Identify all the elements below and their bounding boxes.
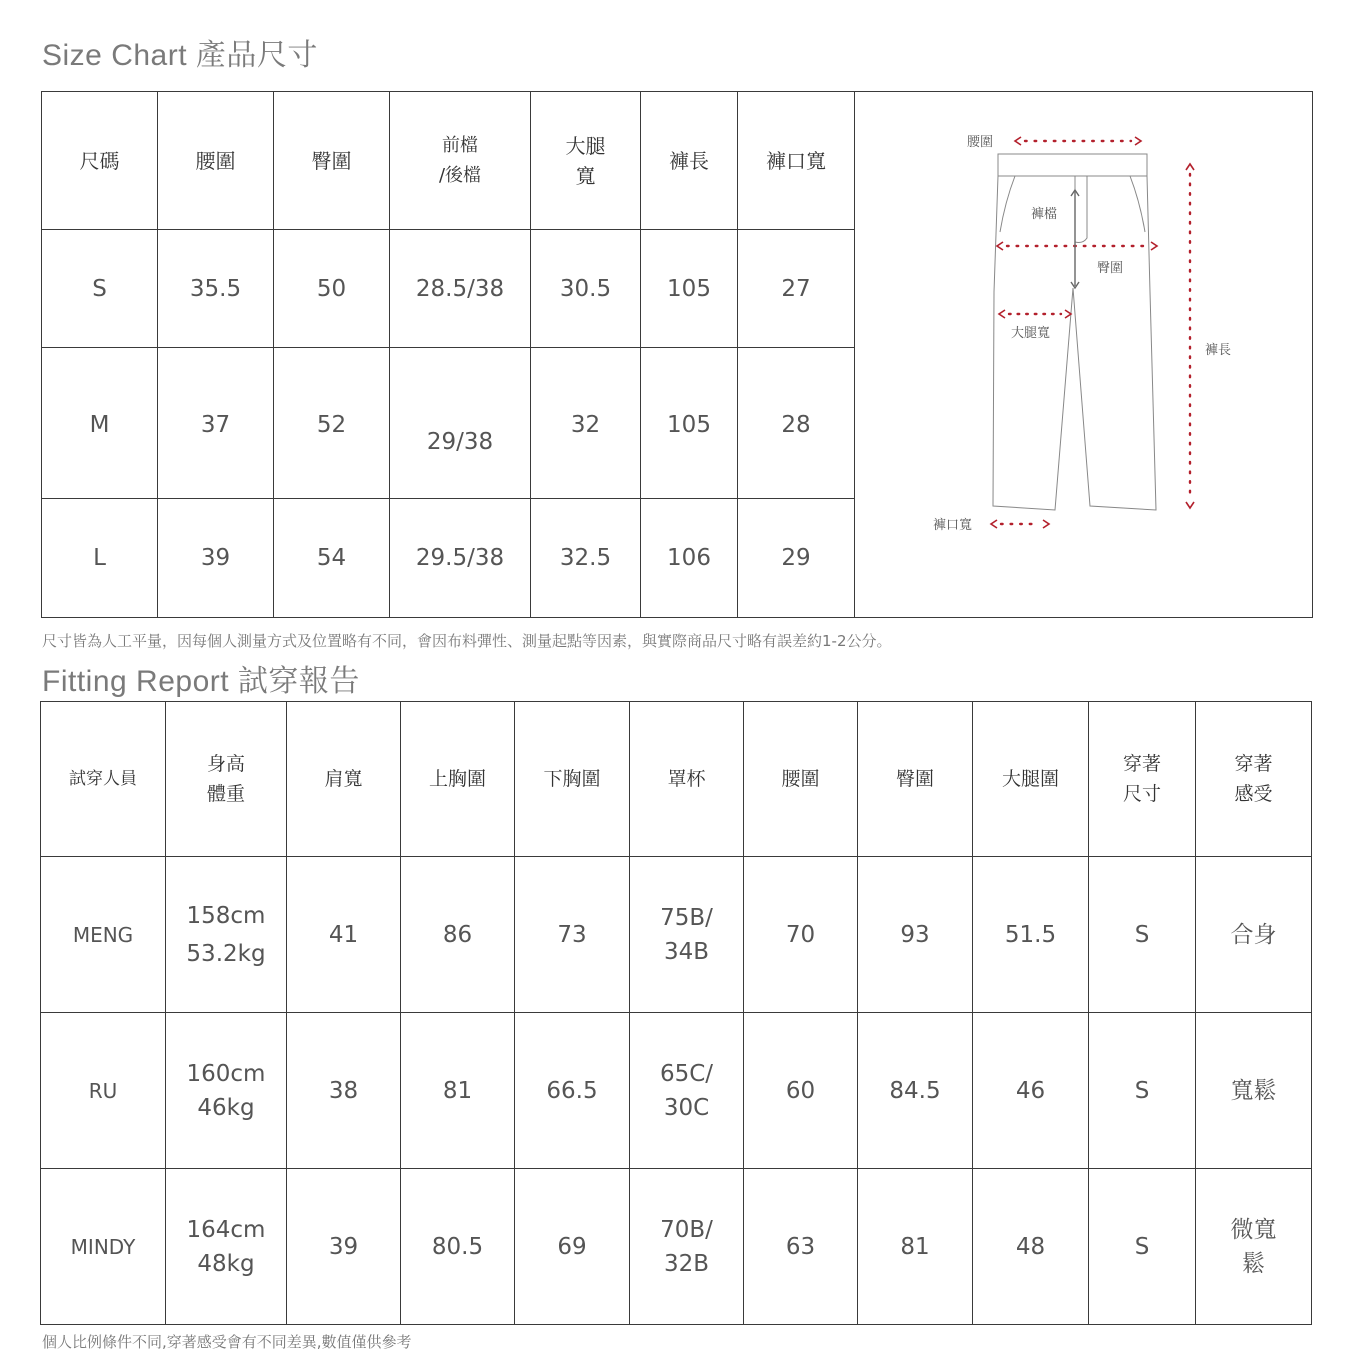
cell: 69 <box>515 1169 630 1325</box>
cell: 35.5 <box>158 230 274 348</box>
cell: 105 <box>641 348 738 499</box>
pants-fly <box>1075 176 1087 243</box>
cell: 37 <box>158 348 274 499</box>
cell: 70 <box>744 857 858 1013</box>
header-length: 褲長 <box>641 92 738 230</box>
header-worn-size: 穿著 尺寸 <box>1089 702 1196 857</box>
label-hip: 臀圍 <box>1097 261 1124 276</box>
cell: 84.5 <box>858 1013 973 1169</box>
size-l: L <box>42 499 158 618</box>
cell: 50 <box>274 230 390 348</box>
header-shoulder: 肩寬 <box>287 702 401 857</box>
size-m: M <box>42 348 158 499</box>
cell: 合身 <box>1196 857 1312 1013</box>
header-waist: 腰圍 <box>744 702 858 857</box>
cell: 66.5 <box>515 1013 630 1169</box>
header-cup: 罩杯 <box>630 702 744 857</box>
rise-arrow <box>1071 190 1079 288</box>
cell: 75B/ 34B <box>630 857 744 1013</box>
header-hip: 臀圍 <box>858 702 973 857</box>
cell: 54 <box>274 499 390 618</box>
cell: 70B/ 32B <box>630 1169 744 1325</box>
pants-waistband <box>998 154 1147 176</box>
cell: 32.5 <box>531 499 641 618</box>
cell: 81 <box>858 1169 973 1325</box>
tester-name: MENG <box>41 857 166 1013</box>
cell: 80.5 <box>401 1169 515 1325</box>
tester-name: RU <box>41 1013 166 1169</box>
fitting-report-note: 個人比例條件不同,穿著感受會有不同差異,數值僅供參考 <box>42 1333 412 1351</box>
cell: 27 <box>738 230 855 348</box>
fitting-report-table <box>40 701 1312 1325</box>
cell: 29/38 <box>390 348 531 499</box>
cell: 32 <box>531 348 641 499</box>
cell: 164cm 48kg <box>166 1169 287 1325</box>
header-hip: 臀圍 <box>274 92 390 230</box>
cell: 41 <box>287 857 401 1013</box>
size-s: S <box>42 230 158 348</box>
size-chart-title: Size Chart 產品尺寸 <box>42 39 318 72</box>
thigh-arrow <box>999 310 1071 318</box>
cell: 微寬 鬆 <box>1196 1169 1312 1325</box>
hem-arrow <box>991 520 1049 528</box>
cell: 65C/ 30C <box>630 1013 744 1169</box>
size-header-row <box>42 92 1313 230</box>
size-chart-note: 尺寸皆為人工平量，因每個人測量方式及位置略有不同，會因布料彈性、測量起點等因素，與實際商品尺寸略有誤差約1-2公分。 <box>42 632 892 650</box>
label-hem: 褲口寬 <box>933 518 973 533</box>
header-thigh: 大腿 寬 <box>531 92 641 230</box>
header-upper-bust: 上胸圍 <box>401 702 515 857</box>
cell: 81 <box>401 1013 515 1169</box>
label-waist: 腰圍 <box>967 135 994 150</box>
fit-header-row <box>41 702 1312 857</box>
header-fit-feel: 穿著 感受 <box>1196 702 1312 857</box>
cell: S <box>1089 1169 1196 1325</box>
pants-left-pocket <box>1000 176 1015 232</box>
header-height-weight: 身高 體重 <box>166 702 287 857</box>
cell: 39 <box>158 499 274 618</box>
cell: 29.5/38 <box>390 499 531 618</box>
header-hem: 褲口寬 <box>738 92 855 230</box>
header-rise: 前檔 /後檔 <box>390 92 531 230</box>
pants-diagram <box>855 92 1313 618</box>
cell: 158cm 53.2kg <box>166 857 287 1013</box>
cell: 39 <box>287 1169 401 1325</box>
table-row <box>41 1013 1312 1169</box>
header-tester: 試穿人員 <box>41 702 166 857</box>
cell: 93 <box>858 857 973 1013</box>
cell: 73 <box>515 857 630 1013</box>
header-thigh: 大腿圍 <box>973 702 1089 857</box>
cell: 52 <box>274 348 390 499</box>
cell: 寬鬆 <box>1196 1013 1312 1169</box>
length-arrow <box>1186 164 1194 508</box>
table-row <box>41 1169 1312 1325</box>
pants-right-pocket <box>1130 176 1145 232</box>
cell: 86 <box>401 857 515 1013</box>
size-chart-table <box>41 91 1313 618</box>
cell: 38 <box>287 1013 401 1169</box>
cell: 105 <box>641 230 738 348</box>
header-size: 尺碼 <box>42 92 158 230</box>
waist-arrow <box>1015 137 1141 145</box>
cell: 51.5 <box>973 857 1089 1013</box>
label-thigh: 大腿寬 <box>1011 326 1051 341</box>
label-length: 褲長 <box>1205 343 1232 358</box>
cell: 29 <box>738 499 855 618</box>
cell: 106 <box>641 499 738 618</box>
hip-arrow <box>997 242 1157 250</box>
cell: 160cm 46kg <box>166 1013 287 1169</box>
header-under-bust: 下胸圍 <box>515 702 630 857</box>
cell: 28 <box>738 348 855 499</box>
tester-name: MINDY <box>41 1169 166 1325</box>
cell: S <box>1089 857 1196 1013</box>
cell: 46 <box>973 1013 1089 1169</box>
pants-diagram-svg <box>855 92 1311 616</box>
cell: 48 <box>973 1169 1089 1325</box>
cell: 30.5 <box>531 230 641 348</box>
table-row <box>41 857 1312 1013</box>
header-waist: 腰圍 <box>158 92 274 230</box>
cell: S <box>1089 1013 1196 1169</box>
fitting-report-title: Fitting Report 試穿報告 <box>42 665 360 698</box>
cell: 63 <box>744 1169 858 1325</box>
cell: 28.5/38 <box>390 230 531 348</box>
label-rise: 褲檔 <box>1031 207 1058 222</box>
cell: 60 <box>744 1013 858 1169</box>
